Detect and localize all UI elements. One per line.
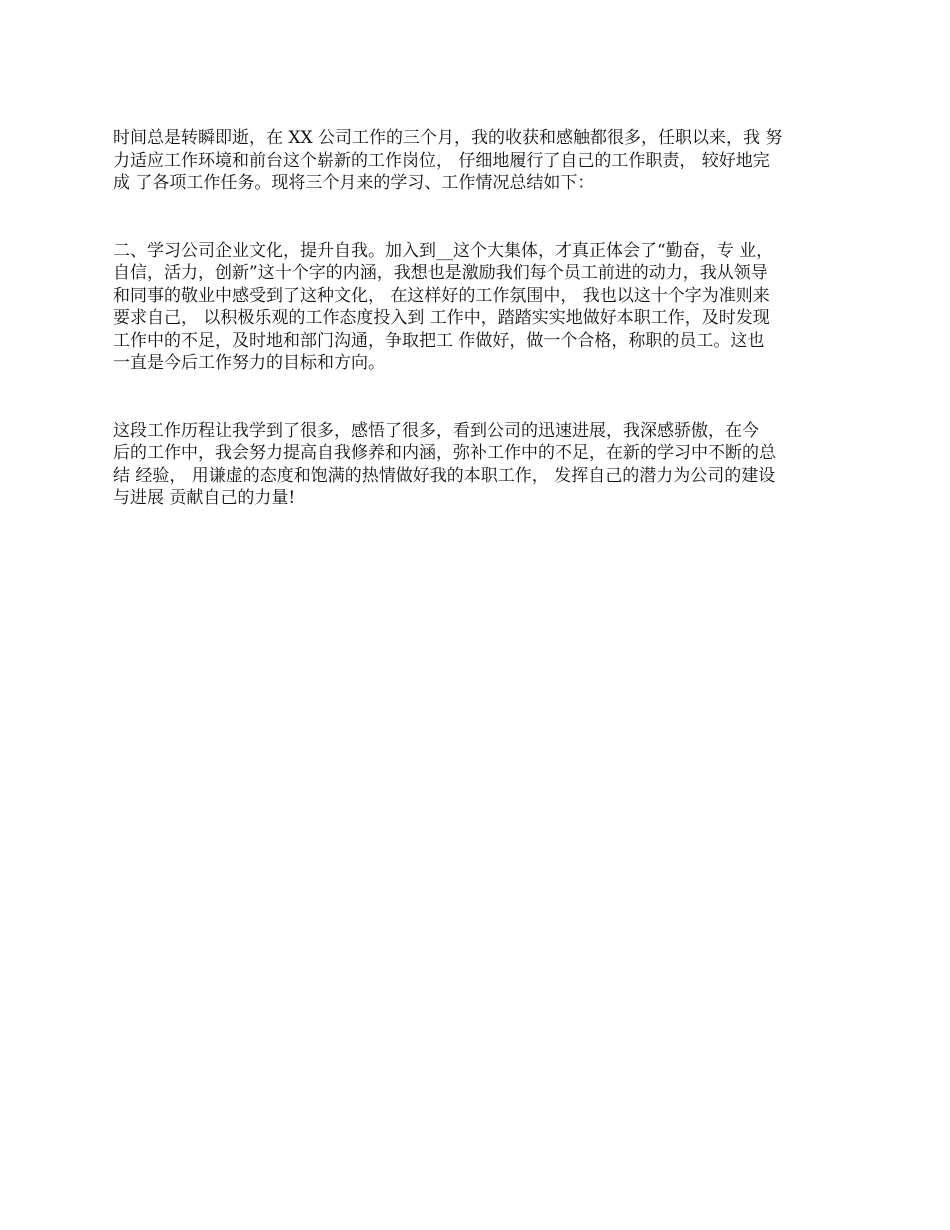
text-line: 这段工作历程让我学到了很多，感悟了很多，看到公司的迅速进展，我深感骄傲，在今 [113, 420, 759, 441]
document-body [113, 127, 843, 510]
text-line: 一直是今后工作努力的目标和方向。 [113, 353, 385, 373]
text-line: 二、学习公司企业文化，提升自我。加入到__这个大集体，才真正体会了“勤奋，专 业， [113, 240, 774, 261]
paragraph-spacer [113, 195, 843, 240]
text-line: 自信，活力，创新”这十个字的内涵，我想也是激励我们每个员工前进的动力，我从领导 [113, 263, 768, 283]
text-line: 力适应工作环境和前台这个崭新的工作岗位， 仔细地履行了自己的工作职责， 较好地完 [113, 150, 770, 171]
text-line: 结 经验， 用谦虚的态度和饱满的热情做好我的本职工作， 发挥自己的潜力为公司的建设 [113, 465, 776, 486]
paragraph-spacer [113, 375, 843, 420]
text-line: 工作中的不足，及时地和部门沟通，争取把工 作做好，做一个合格，称职的员工。这也 [113, 330, 765, 351]
text-line: 与进展 贡献自己的力量! [113, 488, 296, 508]
paragraph-culture [113, 240, 843, 375]
text-line: 和同事的敬业中感受到了这种文化， 在这样好的工作氛围中， 我也以这十个字为准则来 [113, 285, 770, 306]
paragraph-intro [113, 127, 843, 195]
text-line: 要求自己， 以积极乐观的工作态度投入到 工作中，踏踏实实地做好本职工作，及时发现 [113, 308, 770, 328]
text-line: 成 了各项工作任务。现将三个月来的学习、工作情况总结如下： [113, 173, 595, 193]
text-line: 后的工作中，我会努力提高自我修养和内涵，弥补工作中的不足，在新的学习中不断的总 [113, 443, 776, 463]
text-line: 时间总是转瞬即逝，在 XX 公司工作的三个月，我的收获和感触都很多，任职以来，我 努 [113, 128, 783, 148]
paragraph-conclusion [113, 420, 843, 510]
